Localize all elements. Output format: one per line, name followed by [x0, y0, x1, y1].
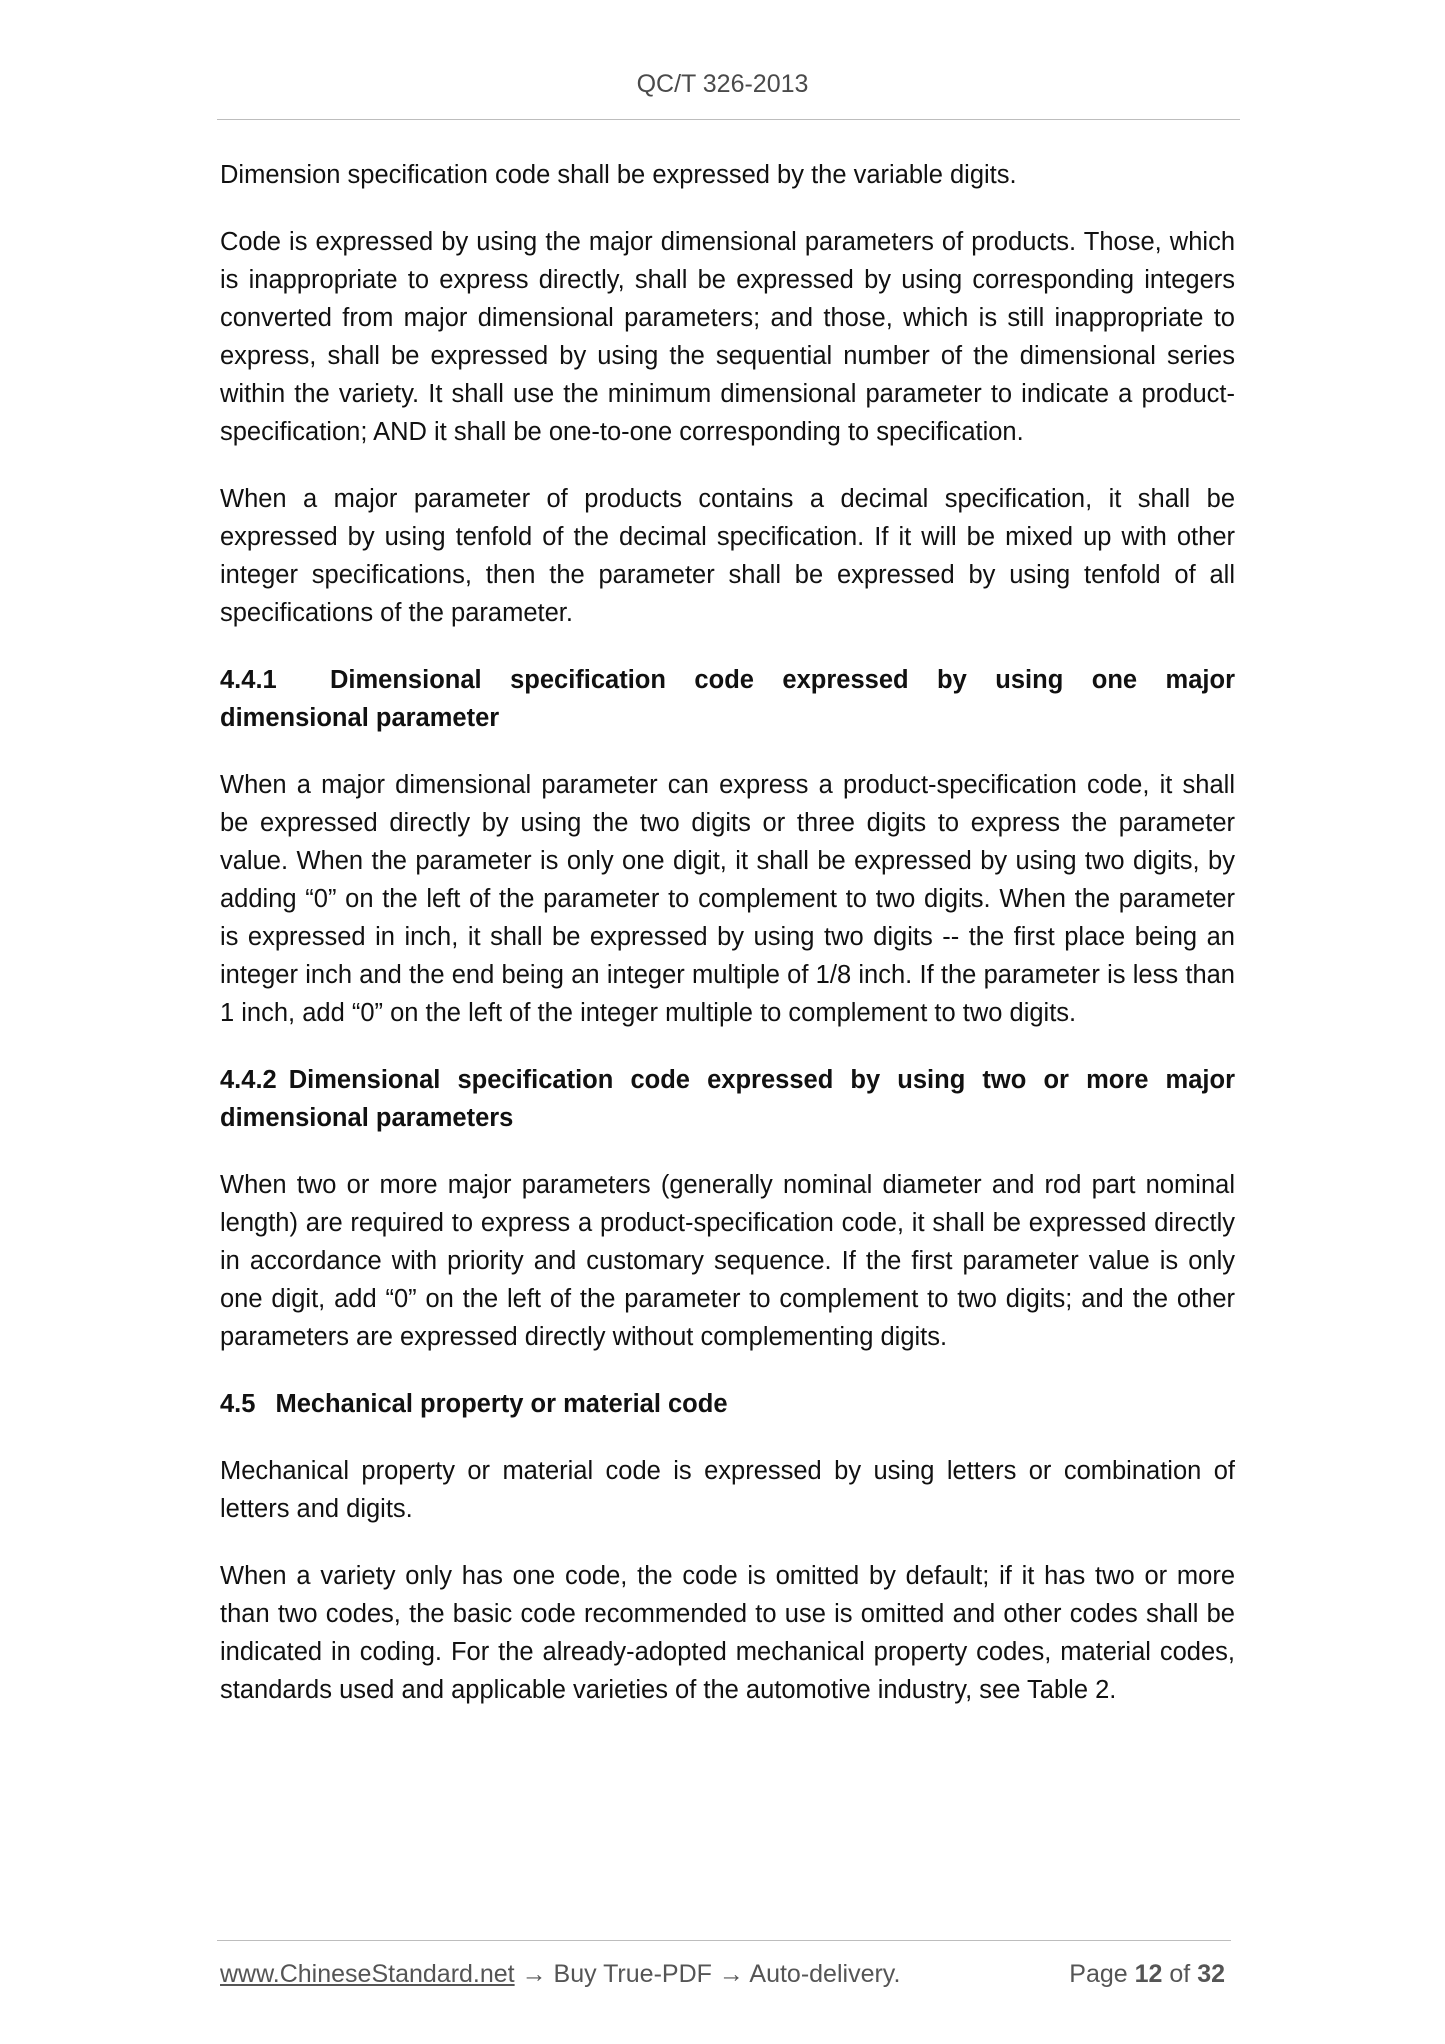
- paragraph: Dimension specification code shall be expressed by the variable digits.: [220, 161, 1017, 189]
- paragraph: Mechanical property or material code is expressed by using letters or combination of letters and digits.: [220, 1457, 1235, 1523]
- section-number: 4.4.2: [220, 1066, 277, 1094]
- page-content: [220, 156, 1235, 1738]
- section-title: Dimensional specification code expressed by using two or more major dimensional parameters: [220, 1066, 1235, 1132]
- header-divider: [217, 119, 1240, 120]
- section-heading-4-4-2: [220, 1061, 1235, 1137]
- paragraph: When a variety only has one code, the code is omitted by default; if it has two or more than two codes, the basic code recommended to use is omitted and other codes shall be indicated in coding. For the already-adopted mechanical property codes, material codes, standards used and applicable varieties of the automotive industry, see Table 2.: [220, 1562, 1235, 1704]
- page-number: [1069, 1960, 1225, 1989]
- section-heading-4-4-1: [220, 661, 1235, 737]
- website-link[interactable]: www.ChineseStandard.net: [220, 1960, 515, 1988]
- page-footer: [220, 1960, 1235, 2000]
- footer-divider: [217, 1940, 1231, 1941]
- paragraph: When a major parameter of products contains a decimal specification, it shall be expressed by using tenfold of the decimal specification. If it will be mixed up with other integer specifications, then the parameter shall be expressed by using tenfold of all specifications of the parameter.: [220, 485, 1235, 627]
- of-label: of: [1169, 1960, 1191, 1988]
- paragraph: When two or more major parameters (generally nominal diameter and rod part nominal length) are required to express a product-specification code, it shall be expressed directly in accordance with priority and customary sequence. If the first parameter value is only one digit, add “0” on the left of the parameter to complement to two digits; and the other parameters are expressed directly without complementing digits.: [220, 1171, 1235, 1351]
- footer-promo-text: → Buy True-PDF → Auto-delivery.: [514, 1960, 901, 1988]
- current-page: 12: [1134, 1960, 1163, 1988]
- paragraph: Code is expressed by using the major dimensional parameters of products. Those, which is inappropriate to express directly, shall be expressed by using corresponding integers converted from major dimensional parameters; and those, which is still inappropriate to express, shall be expressed by using the sequential number of the dimensional series within the variety. It shall use the minimum dimensional parameter to indicate a product-specification; AND it shall be one-to-one corresponding to specification.: [220, 228, 1235, 446]
- section-title: Mechanical property or material code: [275, 1390, 728, 1418]
- section-number: 4.5: [220, 1390, 256, 1418]
- document-header: QC/T 326-2013: [636, 70, 809, 98]
- page-label: Page: [1069, 1960, 1128, 1988]
- section-heading-4-5: [220, 1385, 1235, 1423]
- total-pages: 32: [1197, 1960, 1225, 1988]
- paragraph: When a major dimensional parameter can express a product-specification code, it shall be expressed directly by using the two digits or three digits to express the parameter value. When the parameter is only one digit, it shall be expressed by using two digits, by adding “0” on the left of the parameter to complement to two digits. When the parameter is expressed in inch, it shall be expressed by using two digits -- the first place being an integer inch and the end being an integer multiple of 1/8 inch. If the parameter is less than 1 inch, add “0” on the left of the integer multiple to complement to two digits.: [220, 771, 1235, 1027]
- section-title: Dimensional specification code expressed by using one major dimensional parameter: [220, 666, 1235, 732]
- footer-promo: [220, 1960, 900, 1989]
- section-number: 4.4.1: [220, 666, 277, 694]
